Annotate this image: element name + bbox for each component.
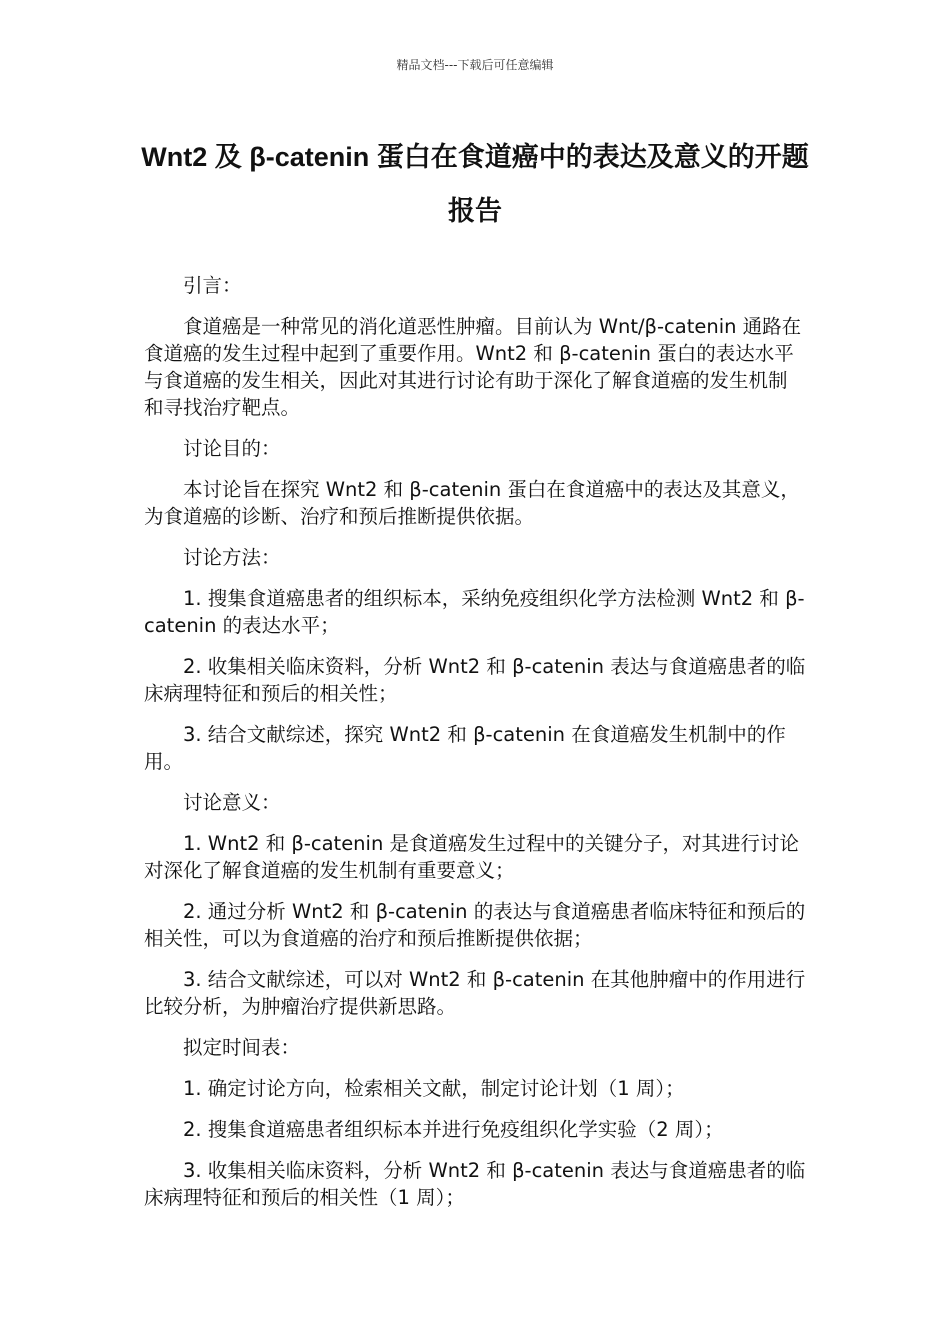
document-body [144,272,806,1225]
list-item-timeline-2: 2. 搜集食道癌患者组织标本并进行免疫组织化学实验（2 周）； [183,1118,724,1141]
document-title: Wnt2 及 β-catenin 蛋白在食道癌中的表达及意义的开题报告 [141,142,809,226]
list-item-significance-1: 1. Wnt2 和 β-catenin 是食道癌发生过程中的关键分子，对其进行讨论对深化了解食道癌的发生机制有重要意义； [144,832,800,882]
list-item-method-1: 1. 搜集食道癌患者的组织标本，采纳免疫组织化学方法检测 Wnt2 和 β-catenin 的表达水平； [144,587,805,637]
section-heading-purpose: 讨论目的： [183,437,281,460]
paragraph-intro: 食道癌是一种常见的消化道恶性肿瘤。目前认为 Wnt/β-catenin 通路在食道癌的发生过程中起到了重要作用。Wnt2 和 β-catenin 蛋白的表达水平与食道癌的发生相关，因此对其进行讨论有助于深化了解食道癌的发生机制和寻找治疗靶点。 [144,315,802,419]
paragraph-purpose: 本讨论旨在探究 Wnt2 和 β-catenin 蛋白在食道癌中的表达及其意义，为食道癌的诊断、治疗和预后推断提供依据。 [144,478,800,528]
section-heading-significance: 讨论意义： [183,791,281,814]
section-heading-intro: 引言： [183,274,242,297]
section-heading-methods: 讨论方法： [183,546,281,569]
list-item-method-2: 2. 收集相关临床资料，分析 Wnt2 和 β-catenin 表达与食道癌患者的临床病理特征和预后的相关性； [144,655,806,705]
list-item-timeline-1: 1. 确定讨论方向，检索相关文献，制定讨论计划（1 周）； [183,1077,685,1100]
list-item-timeline-3: 3. 收集相关临床资料，分析 Wnt2 和 β-catenin 表达与食道癌患者的临床病理特征和预后的相关性（1 周）； [144,1159,806,1209]
list-item-significance-2: 2. 通过分析 Wnt2 和 β-catenin 的表达与食道癌患者临床特征和预后的相关性，可以为食道癌的治疗和预后推断提供依据； [144,900,806,950]
section-heading-timeline: 拟定时间表： [183,1036,301,1059]
list-item-method-3: 3. 结合文献综述，探究 Wnt2 和 β-catenin 在食道癌发生机制中的作用。 [144,723,786,773]
list-item-significance-3: 3. 结合文献综述，可以对 Wnt2 和 β-catenin 在其他肿瘤中的作用进行比较分析，为肿瘤治疗提供新思路。 [144,968,806,1018]
header-note: 精品文档---下载后可任意编辑 [396,58,554,72]
